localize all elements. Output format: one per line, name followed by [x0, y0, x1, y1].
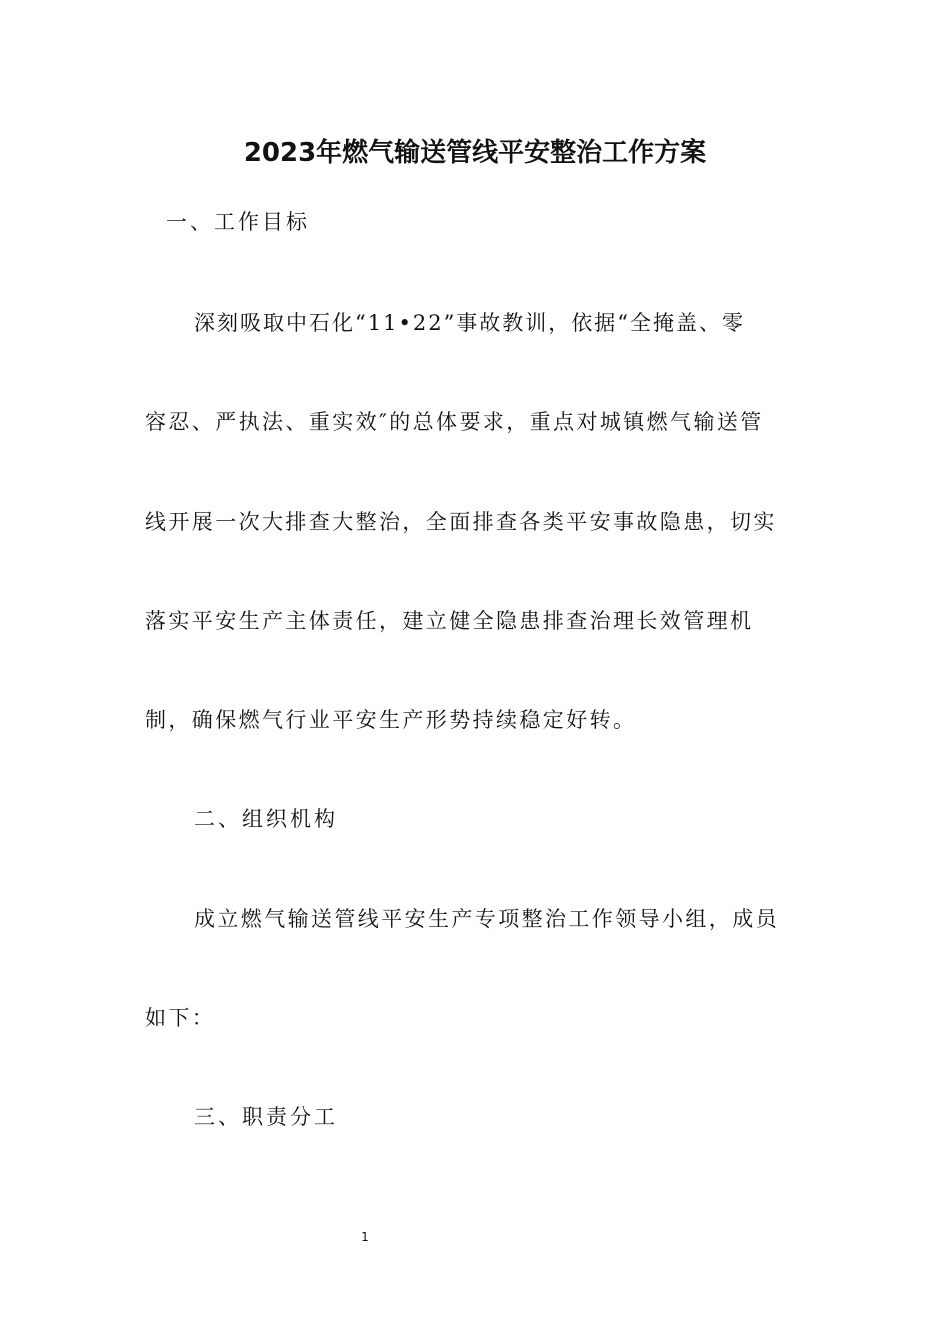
paragraph-line: 容忍、严执法、重实效″的总体要求，重点对城镇燃气输送管 — [145, 410, 764, 434]
section-heading-responsibilities: 三、职责分工 — [194, 1105, 338, 1129]
paragraph-line: 成立燃气输送管线平安生产专项整治工作领导小组，成员 — [194, 907, 779, 931]
paragraph-line: 深刻吸取中石化“11•22”事故教训，依据“全掩盖、零 — [194, 311, 746, 335]
section-heading-organization: 二、组织机构 — [194, 807, 338, 831]
section-heading-work-goals: 一、工作目标 — [166, 210, 310, 234]
document-title: 2023年燃气输送管线平安整治工作方案 — [243, 138, 707, 168]
paragraph-line: 如下： — [145, 1006, 216, 1030]
paragraph-line: 制，确保燃气行业平安生产形势持续稳定好转。 — [145, 708, 637, 732]
page-number: 1 — [361, 1230, 369, 1244]
paragraph-line: 落实平安生产主体责任，建立健全隐患排查治理长效管理机 — [145, 609, 754, 633]
paragraph-line: 线开展一次大排查大整治，全面排查各类平安事故隐患，切实 — [145, 510, 777, 534]
